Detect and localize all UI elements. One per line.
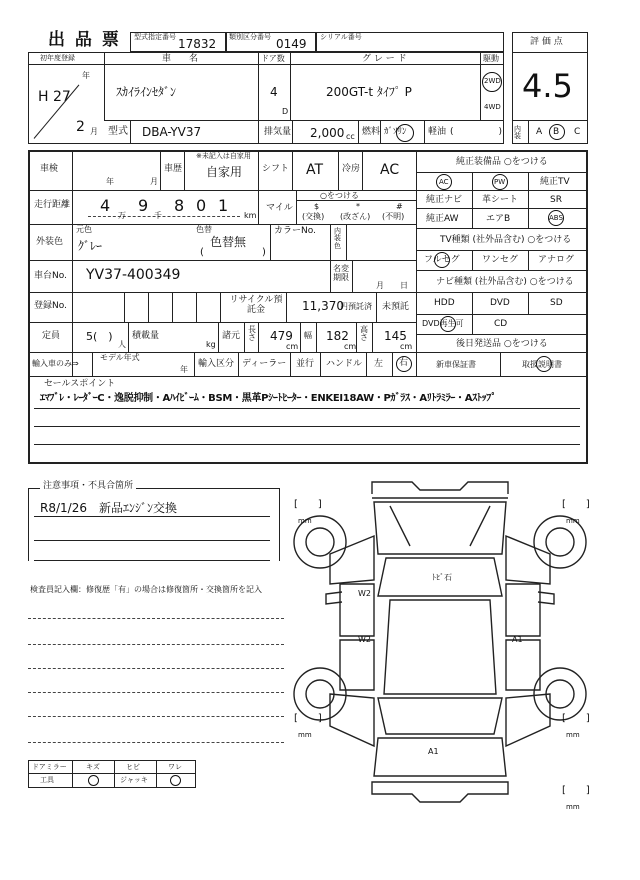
interior-grade-label: 内装 xyxy=(514,125,521,140)
grade: 200GT-t ﾀｲﾌﾟ P xyxy=(326,85,412,99)
fuel-label: 燃料 xyxy=(362,127,381,137)
recycle-status: 未預託 xyxy=(382,302,410,312)
drive-label: 駆動 xyxy=(483,54,499,63)
type-code: DBA-YV37 xyxy=(142,125,202,139)
model-number: 17832 xyxy=(178,37,217,51)
ac-label: 冷房 xyxy=(342,164,361,174)
exterior-color-label: 外装色 xyxy=(36,237,64,247)
mileage-digit: 0 xyxy=(196,196,207,215)
equip-airbag: エアB xyxy=(486,214,511,224)
model-number-label: 型式指定番号 xyxy=(134,33,176,41)
equip-ac: AC xyxy=(439,178,449,186)
doors-label: ドア数 xyxy=(261,54,285,63)
inspector-label: 検査員記入欄：修復歴「有」の場合は修復箇所・交換箇所を記入 xyxy=(30,585,262,594)
tire-bracket-rear-left: [ ] xyxy=(294,713,322,724)
car-damage-diagram xyxy=(290,476,620,816)
notes-text: R8/1/26 新品ｴﾝｼﾞﾝ交換 xyxy=(40,501,177,515)
evaluation-score: 4.5 xyxy=(522,67,573,105)
ac: AC xyxy=(380,162,400,178)
equip-sr: SR xyxy=(550,195,562,205)
mileage-digit: 4 xyxy=(100,196,111,215)
sales-point-text: ｴﾏﾌﾞﾚ・ﾚｰﾀﾞｰC・逸脱抑制・Aﾊｲﾋﾞｰﾑ・BSM・黒革Pｼｰﾄﾋｰﾀｰ・ENKEI18AW・Pｶﾞﾗｽ・Aﾘﾄﾗﾐﾗｰ・Aｽﾄｯﾌﾟ xyxy=(40,393,496,404)
usage: 自家用 xyxy=(206,165,243,179)
equip-navi: 純正ナビ xyxy=(426,195,463,205)
tv-type-title: TV種類 (社外品含む) ○をつける xyxy=(440,235,572,245)
navi-dvd: DVD xyxy=(490,298,510,308)
height: 145 xyxy=(384,329,407,343)
width: 182 xyxy=(326,329,349,343)
recycle-amount: 11,370 xyxy=(302,299,344,313)
capacity: 5( ) xyxy=(86,330,113,343)
inspection-label: 車検 xyxy=(40,164,59,174)
navi-dvd-playback: DVD再生可 xyxy=(422,319,464,328)
navi-hdd: HDD xyxy=(434,298,455,308)
tire-bracket-rear-right: [ ] xyxy=(562,713,590,724)
type-label: 型式 xyxy=(108,126,128,137)
class-number: 0149 xyxy=(276,37,307,51)
tire-bracket-front-left: [ ] xyxy=(294,499,322,510)
after-warranty: 新車保証書 xyxy=(436,360,476,369)
doors-count: 4 xyxy=(270,85,278,99)
notes-frame xyxy=(28,488,280,561)
after-manual: 取扱説明書 xyxy=(522,360,562,369)
car-name: ｽｶｲﾗｲﾝｾﾀﾞﾝ xyxy=(116,85,177,99)
drive-4wd: 4WD xyxy=(484,103,501,111)
class-number-label: 類別区分番号 xyxy=(229,33,271,41)
mileage-digit: 8 xyxy=(174,196,185,215)
damage-mark: W2 xyxy=(358,635,371,644)
sales-point-label: セールスポイント xyxy=(44,379,116,389)
equipment-title: 純正装備品 ○をつける xyxy=(456,157,548,167)
tire-bracket-front-right: [ ] xyxy=(562,499,590,510)
legend-jack-circle xyxy=(170,775,181,786)
grade-label: グ レ ー ド xyxy=(362,54,407,64)
first-registration-label: 初年度登録 xyxy=(40,54,75,62)
evaluation-label: 評 価 点 xyxy=(530,37,563,47)
equip-aw: 純正AW xyxy=(426,214,459,224)
tv-analog: アナログ xyxy=(538,255,575,265)
mileage-label: 走行距離 xyxy=(34,200,71,210)
handle-right: 右 xyxy=(399,358,409,368)
displacement-label: 排気量 xyxy=(264,127,292,137)
drive-2wd: 2WD xyxy=(484,77,501,85)
tv-oneseg: ワンセグ xyxy=(482,255,519,265)
fuel-gasoline: ｶﾞｿﾘﾝ xyxy=(384,127,407,137)
color-change: 色替無 xyxy=(210,235,247,249)
navi-cd: CD xyxy=(494,319,508,329)
exterior-color: ｸﾞﾚｰ xyxy=(78,239,103,253)
navi-sd: SD xyxy=(550,298,563,308)
shift-label: シフト xyxy=(262,164,290,174)
first-registration-era: H 27 xyxy=(38,89,71,105)
light-oil-label: 軽油 xyxy=(428,127,447,137)
notes-label: 注意事項・不具合箇所 xyxy=(40,482,136,491)
usage-label: 車歴 xyxy=(164,164,183,174)
load-label: 積載量 xyxy=(132,331,160,341)
after-manual-circle xyxy=(536,356,552,372)
interior-color-label: 内装色 xyxy=(334,227,341,250)
model-year-label: モデル年式 xyxy=(100,353,140,362)
damage-mark: A1 xyxy=(512,635,523,644)
recycle-label: リサイクル預託金 xyxy=(229,295,283,315)
after-delivery-title: 後日発送品 ○をつける xyxy=(456,339,548,349)
tv-fullseg: フルセグ xyxy=(424,255,460,265)
length: 479 xyxy=(270,329,293,343)
damage-mark: A1 xyxy=(428,747,439,756)
car-name-label: 車 名 xyxy=(162,54,199,64)
color-no-label: カラーNo. xyxy=(274,226,316,236)
mileage-digit: 9 xyxy=(138,196,149,215)
tire-bracket-spare: [ ] xyxy=(562,785,590,796)
dims-label: 諸元 xyxy=(222,331,241,341)
chassis-label: 車台No. xyxy=(34,271,67,281)
capacity-label: 定員 xyxy=(42,331,61,341)
first-registration-month: 2 xyxy=(76,119,85,135)
mileage-digit: 1 xyxy=(218,196,229,215)
interior-grade-b: B xyxy=(553,127,560,137)
mile-label: マイル xyxy=(266,203,293,213)
shift: AT xyxy=(306,162,324,178)
handle-label: ハンドル xyxy=(326,359,363,369)
damage-mark: W2 xyxy=(358,589,371,598)
equip-abs: ABS xyxy=(549,214,563,222)
equip-leather: 革シート xyxy=(482,195,519,205)
serial-label: シリアル番号 xyxy=(320,33,362,41)
navi-type-title: ナビ種類 (社外品含む) ○をつける xyxy=(436,277,574,287)
equip-pw: PW xyxy=(494,178,506,186)
page-title: 出 品 票 xyxy=(48,30,121,50)
displacement: 2,000 xyxy=(310,126,345,140)
damage-mark: ﾄﾋﾞ石 xyxy=(432,573,452,582)
import-label: 輸入車のみ⇒ xyxy=(32,359,79,368)
expiry-label: 名変期限 xyxy=(333,264,349,282)
import-type-label: 輸入区分 xyxy=(198,359,235,369)
registration-label: 登録No. xyxy=(34,301,67,311)
legend-tool-circle xyxy=(88,775,99,786)
chassis-number: YV37-400349 xyxy=(86,267,181,283)
equip-tv: 純正TV xyxy=(540,177,570,187)
